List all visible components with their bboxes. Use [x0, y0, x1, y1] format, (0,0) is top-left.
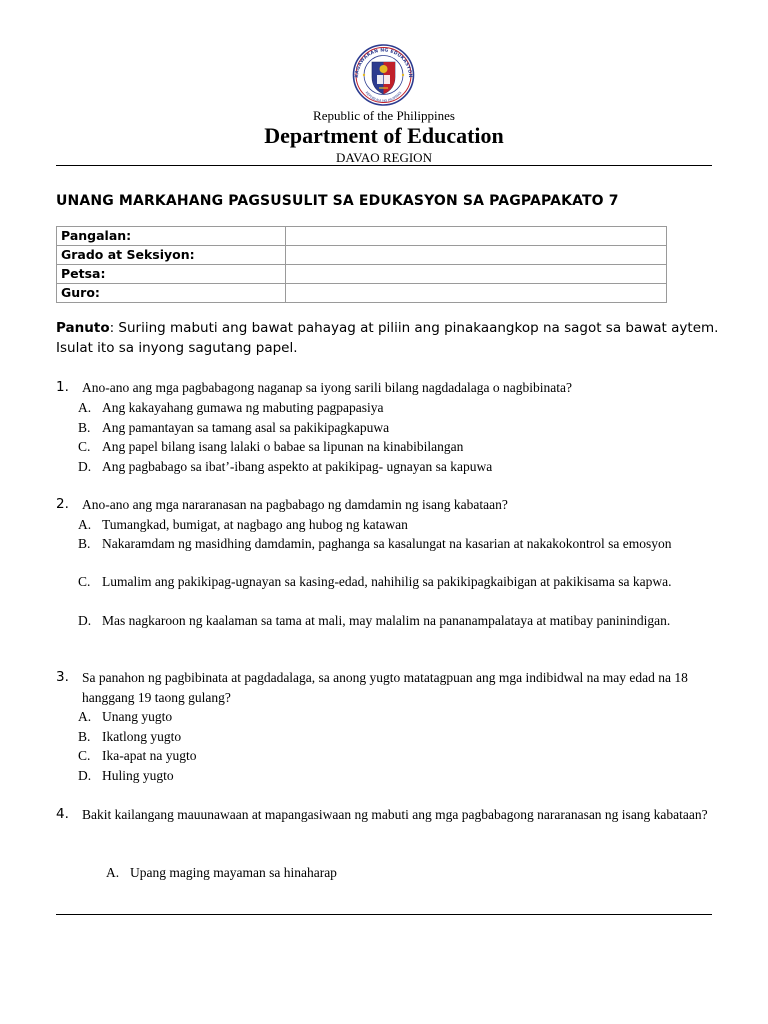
option-letter: B. [78, 419, 91, 435]
info-value-field[interactable] [286, 265, 667, 284]
svg-text:REPUBLIKA NG PILIPINAS: REPUBLIKA NG PILIPINAS [364, 90, 403, 104]
option-text: Ang papel bilang isang lalaki o babae sa lipunan na kinabibilangan [102, 439, 464, 454]
option-letter: B. [78, 728, 91, 744]
option-text: Upang maging mayaman sa hinaharap [130, 865, 337, 880]
exam-title: UNANG MARKAHANG PAGSUSULIT SA EDUKASYON SA PAGPAPAKATO 7 [56, 193, 619, 209]
svg-text:KAGAWARAN NG EDUKASYON: KAGAWARAN NG EDUKASYON [354, 48, 413, 78]
deped-seal-logo [341, 44, 426, 106]
option-text: Ang pamantayan sa tamang asal sa pakikipagkapuwa [102, 419, 390, 435]
footer-divider [56, 914, 712, 915]
info-label: Pangalan: [57, 227, 286, 246]
option-text: Ang kakayahang gumawa ng mabuting pagpapasiya [102, 400, 384, 415]
option-letter: A. [106, 865, 120, 880]
info-row-date [57, 265, 667, 284]
region-label: DAVAO REGION [336, 150, 432, 165]
header-divider [56, 165, 712, 166]
info-value-field[interactable] [286, 246, 667, 265]
option-letter: B. [78, 536, 91, 551]
student-info-table [56, 226, 667, 303]
department-title: Department of Education [264, 123, 504, 148]
instructions-label: Panuto [56, 320, 110, 336]
option-text: Huling yugto [102, 767, 174, 783]
info-label: Petsa: [57, 265, 286, 284]
info-label: Grado at Seksiyon: [57, 246, 286, 265]
option-text: Ikatlong yugto [102, 728, 182, 744]
info-value-field[interactable] [286, 227, 667, 246]
option-text: Nakaramdam ng masidhing damdamin, paghanga sa kasalungat na kasarian at nakakokontrol sa emosyon [102, 536, 672, 551]
question-text: Ano-ano ang mga nararanasan na pagbabago ng damdamin ng isang kabataan? [82, 497, 508, 512]
option-letter: A. [78, 709, 92, 724]
question-number: 3. [56, 669, 69, 685]
option-letter: D. [78, 613, 92, 628]
option-letter: A. [78, 516, 92, 532]
info-row-teacher [57, 284, 667, 303]
option-text: Unang yugto [102, 709, 173, 724]
option-text: Ang pagbabago sa ibat’-ibang aspekto at pakikipag- ugnayan sa kapuwa [102, 458, 493, 474]
info-row-name [57, 227, 667, 246]
option-letter: C. [78, 439, 91, 454]
question-text: Ano-ano ang mga pagbabagong naganap sa iyong sarili bilang nagdadalaga o nagbibinata? [82, 380, 572, 395]
option-letter: D. [78, 458, 92, 474]
info-value-field[interactable] [286, 284, 667, 303]
option-letter: A. [78, 400, 92, 415]
instructions-text: : Suriing mabuti ang bawat pahayag at piliin ang pinakaangkop na sagot sa bawat aytem. Isulat ito sa inyong sagutang papel. [56, 320, 719, 356]
option-letter: C. [78, 574, 91, 589]
info-label: Guro: [57, 284, 286, 303]
instructions [56, 318, 726, 358]
option-letter: C. [78, 748, 91, 763]
question-number: 4. [56, 806, 69, 822]
question-number: 1. [56, 379, 69, 395]
option-text: Lumalim ang pakikipag-ugnayan sa kasing-edad, nahihilig sa pakikipagkaibigan at pakikisama sa kapwa. [102, 574, 672, 589]
option-text: Tumangkad, bumigat, at nagbago ang hubog ng katawan [102, 516, 408, 532]
option-letter: D. [78, 767, 92, 783]
republic-label: Republic of the Philippines [313, 108, 455, 123]
question-number: 2. [56, 496, 69, 512]
question-text: Sa panahon ng pagbibinata at pagdadalaga, sa anong yugto matatagpuan ang mga indibidwal na may edad na 18 hanggang 19 taong gulang? [82, 670, 688, 705]
option-text: Ika-apat na yugto [102, 748, 197, 763]
option-text: Mas nagkaroon ng kaalaman sa tama at mali, may malalim na pananampalataya at matibay paninindigan. [102, 613, 671, 628]
question-text: Bakit kailangang mauunawaan at mapangasiwaan ng mabuti ang mga pagbabagong nararanasan ng isang kabataan? [82, 807, 708, 822]
info-row-grade-section [57, 246, 667, 265]
